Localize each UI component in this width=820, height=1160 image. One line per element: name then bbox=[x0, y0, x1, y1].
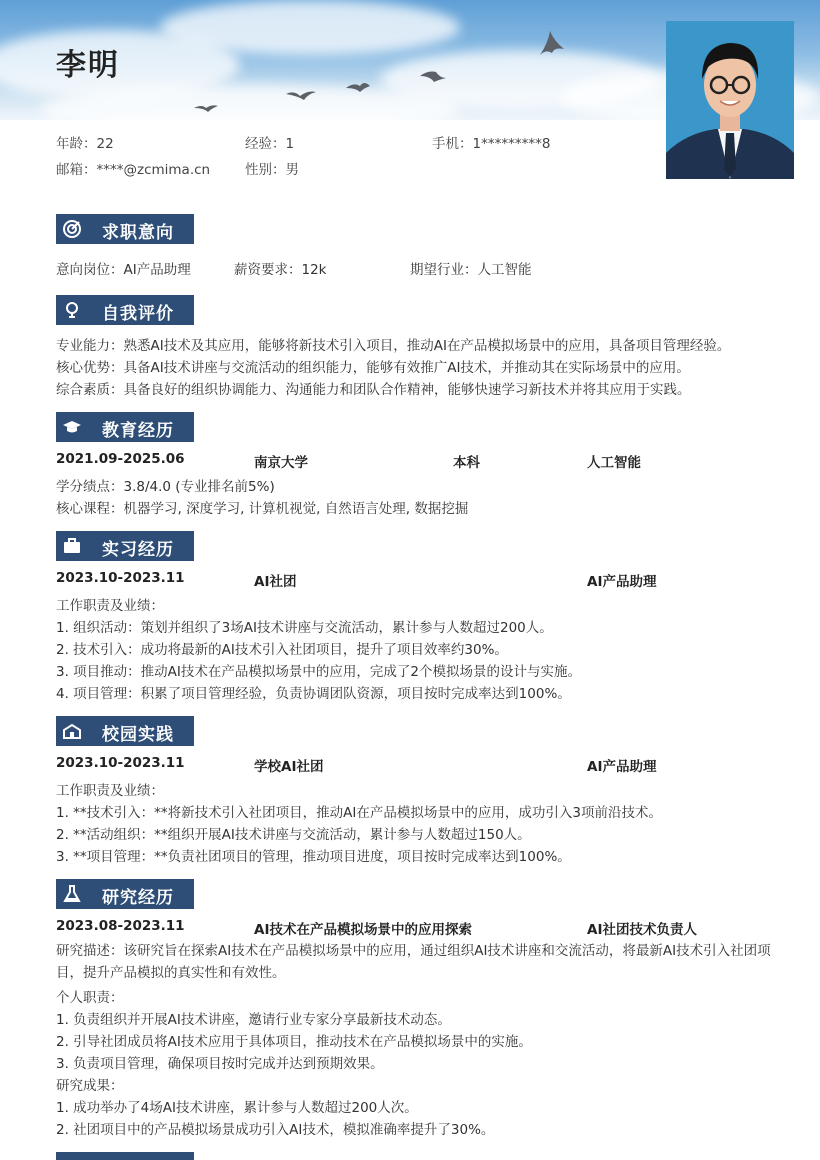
education-line: 核心课程：机器学习, 深度学习, 计算机视觉, 自然语言处理, 数据挖掘 bbox=[56, 501, 469, 517]
graduation-cap-icon bbox=[62, 417, 82, 437]
candidate-name: 李明 bbox=[56, 48, 120, 83]
self-eval-line: 专业能力：熟悉AI技术及其应用，能够将新技术引入项目，推动AI在产品模拟场景中的应用，具备项目管理经验。 bbox=[56, 338, 731, 354]
campus-role: AI产品助理 bbox=[587, 759, 657, 775]
intent-salary: 薪资要求：12k bbox=[234, 262, 327, 278]
school-building-icon bbox=[62, 721, 82, 741]
target-icon bbox=[62, 219, 82, 239]
campus-line: 3. **项目管理：**负责社团项目的管理，推动项目进度，项目按时完成率达到100%。 bbox=[56, 849, 571, 865]
internship-role: AI产品助理 bbox=[587, 574, 657, 590]
info-phone: 手机：1*********8 bbox=[432, 136, 551, 152]
intent-position: 意向岗位：AI产品助理 bbox=[56, 262, 191, 278]
flask-icon bbox=[62, 884, 82, 904]
education-date: 2021.09-2025.06 bbox=[56, 451, 185, 467]
research-line: 2. 社团项目中的产品模拟场景成功引入AI技术，模拟准确率提升了30%。 bbox=[56, 1122, 495, 1138]
internship-org: AI社团 bbox=[254, 574, 297, 590]
research-topic: AI技术在产品模拟场景中的应用探索 bbox=[254, 922, 472, 938]
internship-line: 3. 项目推动：推动AI技术在产品模拟场景中的应用，完成了2个模拟场景的设计与实施。 bbox=[56, 664, 581, 680]
research-date: 2023.08-2023.11 bbox=[56, 918, 185, 934]
research-role: AI社团技术负责人 bbox=[587, 922, 697, 938]
bulb-icon bbox=[62, 300, 82, 320]
campus-date: 2023.10-2023.11 bbox=[56, 755, 185, 771]
campus-line: 1. **技术引入：**将新技术引入社团项目，推动AI在产品模拟场景中的应用，成功引入3项前沿技术。 bbox=[56, 805, 662, 821]
briefcase-icon bbox=[62, 536, 82, 556]
info-email: 邮箱：****@zcmima.cn bbox=[56, 162, 211, 178]
info-age: 年龄：22 bbox=[56, 136, 114, 152]
section-header-intent: 求职意向 bbox=[56, 214, 194, 244]
internship-line: 4. 项目管理：积累了项目管理经验，负责协调团队资源，项目按时完成率达到100%。 bbox=[56, 686, 571, 702]
education-degree: 本科 bbox=[453, 455, 480, 471]
research-line: 2. 引导社团成员将AI技术应用于具体项目，推动技术在产品模拟场景中的实施。 bbox=[56, 1034, 532, 1050]
campus-line: 工作职责及业绩： bbox=[56, 783, 164, 799]
section-header-education: 教育经历 bbox=[56, 412, 194, 442]
info-experience: 经验：1 bbox=[245, 136, 295, 152]
intent-industry: 期望行业：人工智能 bbox=[410, 262, 532, 278]
research-description: 研究描述：该研究旨在探索AI技术在产品模拟场景中的应用，通过组织AI技术讲座和交流活动，将最新AI技术引入社团项目，提升产品模拟的真实性和有效性。 bbox=[56, 943, 771, 981]
education-line: 学分绩点：3.8/4.0 (专业排名前5%) bbox=[56, 479, 275, 495]
education-major: 人工智能 bbox=[587, 455, 641, 471]
internship-line: 1. 组织活动：策划并组织了3场AI技术讲座与交流活动，累计参与人数超过200人。 bbox=[56, 620, 553, 636]
research-line: 研究成果： bbox=[56, 1078, 124, 1094]
self-eval-line: 综合素质：具备良好的组织协调能力、沟通能力和团队合作精神，能够快速学习新技术并将其应用于实践。 bbox=[56, 382, 691, 398]
self-eval-line: 核心优势：具备AI技术讲座与交流活动的组织能力，能够有效推广AI技术，并推动其在实际场景中的应用。 bbox=[56, 360, 690, 376]
education-school: 南京大学 bbox=[254, 455, 308, 471]
research-line: 个人职责： bbox=[56, 990, 124, 1006]
section-header-campus: 校园实践 bbox=[56, 716, 194, 746]
info-gender: 性别：男 bbox=[245, 162, 299, 178]
research-line: 1. 负责组织并开展AI技术讲座，邀请行业专家分享最新技术动态。 bbox=[56, 1012, 451, 1028]
research-line: 1. 成功举办了4场AI技术讲座，累计参与人数超过200人次。 bbox=[56, 1100, 418, 1116]
section-header-self-eval: 自我评价 bbox=[56, 295, 194, 325]
research-line: 3. 负责项目管理，确保项目按时完成并达到预期效果。 bbox=[56, 1056, 384, 1072]
section-header-research: 研究经历 bbox=[56, 879, 194, 909]
internship-line: 2. 技术引入：成功将最新的AI技术引入社团项目，提升了项目效率约30%。 bbox=[56, 642, 508, 658]
campus-line: 2. **活动组织：**组织开展AI技术讲座与交流活动，累计参与人数超过150人。 bbox=[56, 827, 531, 843]
internship-line: 工作职责及业绩： bbox=[56, 598, 164, 614]
campus-org: 学校AI社团 bbox=[254, 759, 324, 775]
profile-photo bbox=[666, 21, 794, 179]
section-header-internship: 实习经历 bbox=[56, 531, 194, 561]
internship-date: 2023.10-2023.11 bbox=[56, 570, 185, 586]
section-header-next bbox=[56, 1152, 194, 1160]
